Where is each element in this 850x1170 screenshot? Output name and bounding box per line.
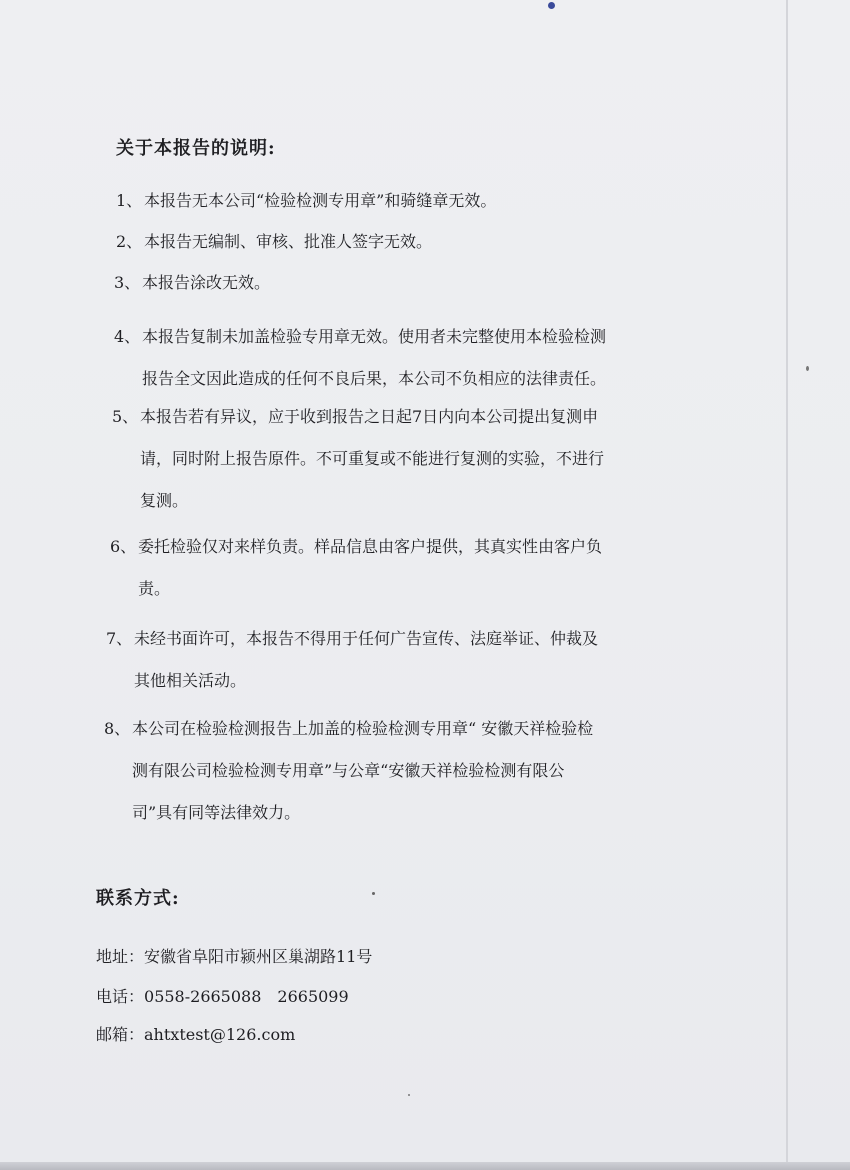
contact-title: 联系方式: — [96, 888, 180, 909]
notes-title: 关于本报告的说明: — [116, 138, 276, 159]
page-bottom-shadow — [0, 1162, 850, 1170]
note-number: 3、 — [114, 273, 141, 292]
note-text-continued: 其他相关活动。 — [134, 671, 247, 690]
note-number: 2、 — [116, 232, 143, 251]
email-value: ahtxtest@126.com — [144, 1025, 296, 1044]
note-text-continued: 复测。 — [140, 491, 189, 510]
note-text: 本报告无编制、审核、批准人签字无效。 — [144, 232, 433, 251]
contact-address — [96, 944, 372, 967]
note-text-continued: 司”具有同等法律效力。 — [132, 803, 301, 822]
note-text: 本报告若有异议，应于收到报告之日起7日内向本公司提出复测申 — [140, 407, 599, 426]
note-item-7 — [106, 618, 598, 702]
note-text: 本公司在检验检测报告上加盖的检验检测专用章“ 安徽天祥检验检 — [132, 719, 594, 738]
note-number: 7、 — [106, 629, 133, 648]
note-text: 本报告涂改无效。 — [142, 273, 271, 292]
scan-speck — [548, 2, 555, 9]
note-item-3 — [114, 262, 270, 304]
contact-email — [96, 1022, 295, 1045]
scan-speck — [408, 1094, 410, 1096]
scan-speck — [806, 366, 809, 371]
note-item-5 — [112, 396, 604, 522]
note-text: 委托检验仅对来样负责。样品信息由客户提供，其真实性由客户负 — [138, 537, 603, 556]
note-number: 6、 — [110, 537, 137, 556]
page-edge-shadow — [786, 0, 788, 1170]
note-number: 4、 — [114, 327, 141, 346]
note-text-continued: 责。 — [138, 579, 171, 598]
note-text: 未经书面许可，本报告不得用于任何广告宣传、法庭举证、仲裁及 — [134, 629, 599, 648]
address-label: 地址： — [96, 947, 145, 966]
contact-phone — [96, 984, 349, 1007]
note-item-8 — [104, 708, 593, 834]
scan-speck — [372, 892, 375, 895]
note-text: 本报告无本公司“检验检测专用章”和骑缝章无效。 — [144, 191, 497, 210]
note-text-continued: 请，同时附上报告原件。不可重复或不能进行复测的实验，不进行 — [140, 449, 605, 468]
note-item-1 — [116, 180, 496, 222]
note-number: 5、 — [112, 407, 139, 426]
phone-label: 电话： — [96, 987, 145, 1006]
note-number: 1、 — [116, 191, 143, 210]
email-label: 邮箱： — [96, 1025, 145, 1044]
note-item-2 — [116, 221, 432, 263]
phone-value: 0558-2665088 2665099 — [144, 987, 349, 1006]
note-item-6 — [110, 526, 602, 610]
note-item-4 — [114, 316, 606, 400]
address-value: 安徽省阜阳市颍州区巢湖路11号 — [144, 947, 373, 966]
note-text-continued: 测有限公司检验检测专用章”与公章“安徽天祥检验检测有限公 — [132, 761, 565, 780]
note-text: 本报告复制未加盖检验专用章无效。使用者未完整使用本检验检测 — [142, 327, 607, 346]
note-number: 8、 — [104, 719, 131, 738]
note-text-continued: 报告全文因此造成的任何不良后果，本公司不负相应的法律责任。 — [142, 369, 607, 388]
